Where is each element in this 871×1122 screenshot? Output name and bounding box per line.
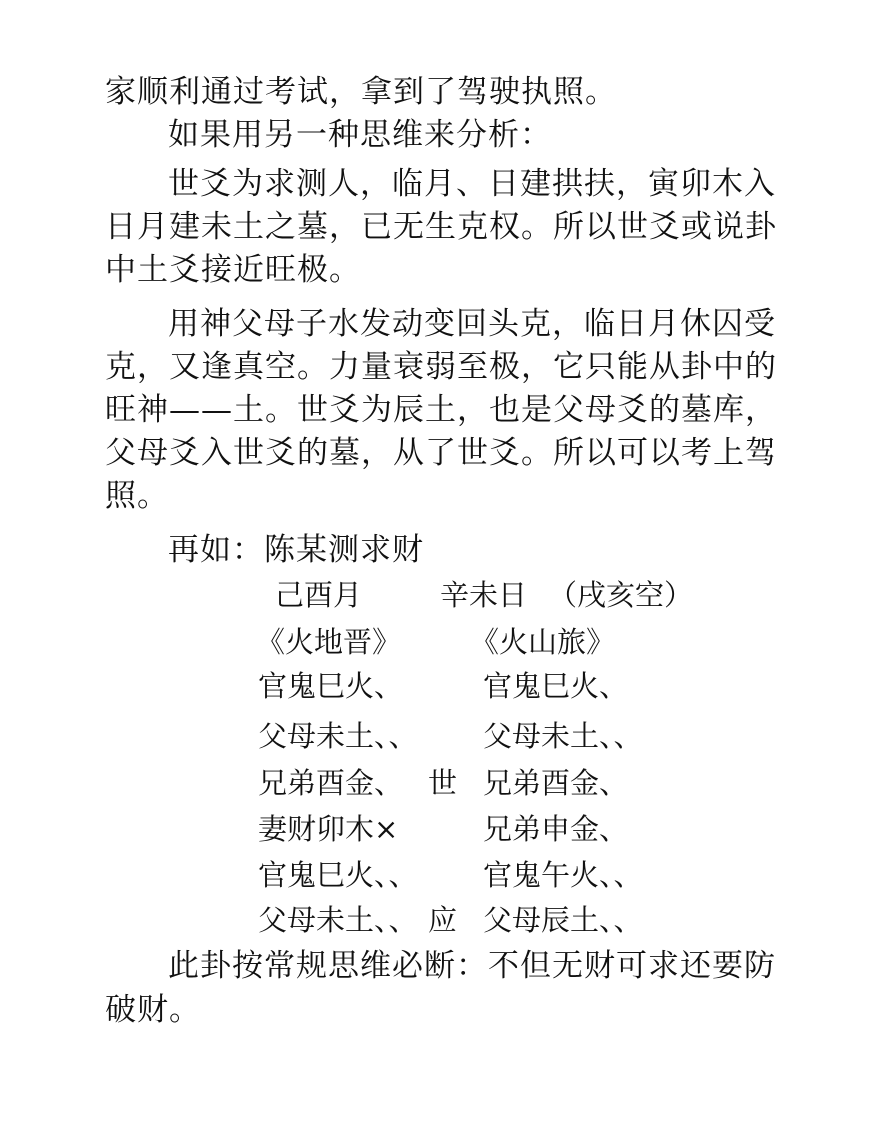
hexagram-line-left: 妻财卯木×	[258, 812, 399, 846]
hexagram-line-right: 官鬼午火、、	[483, 858, 643, 892]
hexagram-line-right: 父母未土、、	[483, 719, 643, 753]
hexagram-void: （戌亥空）	[548, 578, 694, 612]
text-line: 用神父母子水发动变回头克，临日月休囚受	[168, 306, 776, 342]
hexagram-line-right: 父母辰土、、	[483, 903, 643, 937]
text-line: 世爻为求测人，临月、日建拱扶，寅卯木入	[168, 166, 776, 202]
hexagram-right-name: 《火山旅》	[470, 625, 616, 659]
text-line: 克，又逢真空。力量衰弱至极，它只能从卦中的	[105, 349, 777, 385]
hexagram-line-right: 兄弟申金、	[483, 812, 629, 846]
text-line: 旺神——土。世爻为辰土，也是父母爻的墓库，	[105, 392, 777, 428]
hexagram-line-left: 官鬼巳火、、	[258, 858, 418, 892]
text-line: 如果用另一种思维来分析：	[168, 117, 552, 153]
hexagram-line-left: 官鬼巳火、	[258, 669, 404, 703]
text-line: 照。	[105, 478, 169, 514]
text-line: 破财。	[105, 992, 201, 1028]
text-line: 中土爻接近旺极。	[105, 252, 361, 288]
hexagram-day: 辛未日	[440, 578, 528, 612]
text-line: 父母爻入世爻的墓，从了世爻。所以可以考上驾	[105, 435, 777, 471]
text-line: 再如：陈某测求财	[168, 532, 424, 568]
hexagram-line-right: 官鬼巳火、	[483, 669, 629, 703]
text-line: 此卦按常规思维必断：不但无财可求还要防	[168, 948, 776, 984]
hexagram-line-left: 父母未土、、	[258, 719, 418, 753]
text-line: 家顺利通过考试，拿到了驾驶执照。	[105, 74, 617, 110]
hexagram-left-name: 《火地晋》	[256, 625, 402, 659]
hexagram-month: 己酉月	[275, 578, 363, 612]
hexagram-line-left: 兄弟酉金、	[258, 766, 404, 800]
hexagram-line-right: 兄弟酉金、	[483, 766, 629, 800]
text-line: 日月建未土之墓，已无生克权。所以世爻或说卦	[105, 209, 777, 245]
hexagram-shi-mark: 世	[428, 766, 458, 800]
hexagram-ying-mark: 应	[428, 903, 458, 937]
hexagram-line-left: 父母未土、、	[258, 903, 418, 937]
